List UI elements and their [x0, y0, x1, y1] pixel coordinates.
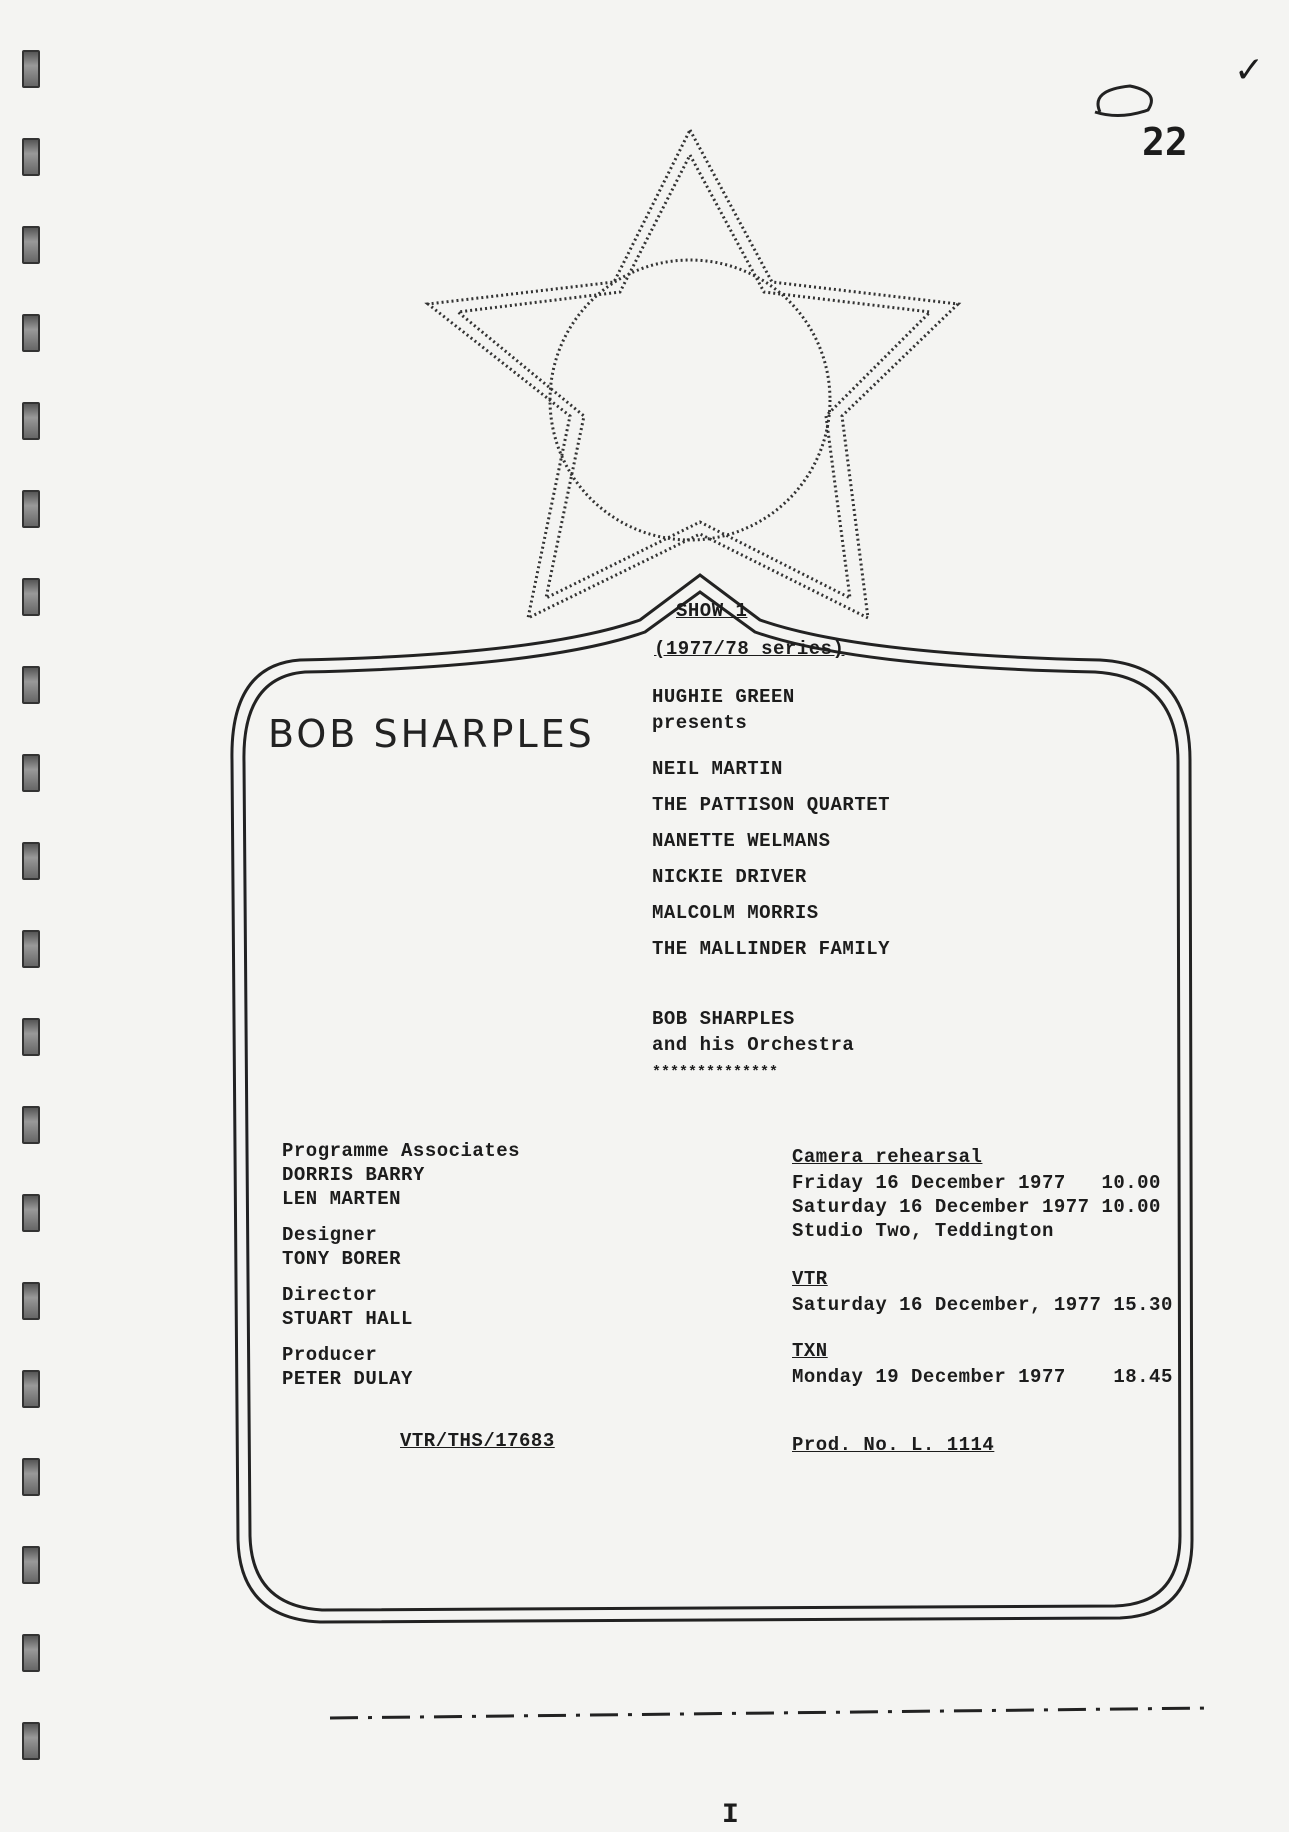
assoc-name-2: LEN MARTEN: [282, 1188, 402, 1210]
designer-label: Designer: [282, 1224, 378, 1246]
performer-3: NANETTE WELMANS: [652, 830, 831, 852]
performer-2: THE PATTISON QUARTET: [652, 794, 891, 816]
performer-5: MALCOLM MORRIS: [652, 902, 819, 924]
rehearsal-date-1: Friday 16 December 1977 10.00: [792, 1172, 1161, 1194]
producer-label: Producer: [282, 1344, 378, 1366]
assoc-name-1: DORRIS BARRY: [282, 1164, 425, 1186]
director-name: STUART HALL: [282, 1308, 413, 1330]
rehearsal-date-2: Saturday 16 December 1977 10.00: [792, 1196, 1161, 1218]
production-number: Prod. No. L. 1114: [792, 1434, 995, 1456]
star-outline: [428, 130, 958, 618]
check-mark: ✓: [1234, 50, 1265, 91]
vtr-date: Saturday 16 December, 1977 15.30: [792, 1294, 1173, 1316]
handwritten-name: BOB SHARPLES: [268, 712, 595, 756]
bottom-dashed-line: [330, 1708, 1210, 1718]
designer-name: TONY BORER: [282, 1248, 402, 1270]
host-name: HUGHIE GREEN: [652, 686, 795, 708]
performer-6: THE MALLINDER FAMILY: [652, 938, 891, 960]
reference-number: VTR/THS/17683: [400, 1430, 555, 1452]
producer-name: PETER DULAY: [282, 1368, 413, 1390]
performer-1: NEIL MARTIN: [652, 758, 783, 780]
star-circle: [550, 260, 830, 540]
footer-mark: I: [722, 1800, 739, 1831]
orchestra-leader: BOB SHARPLES: [652, 1008, 795, 1030]
page-number: 22: [1142, 120, 1188, 164]
star-inner-outline: [458, 155, 930, 598]
rehearsal-label: Camera rehearsal: [792, 1146, 983, 1168]
presents-text: presents: [652, 712, 748, 734]
show-title: SHOW 1: [676, 600, 748, 622]
director-label: Director: [282, 1284, 378, 1306]
tx-date: Monday 19 December 1977 18.45: [792, 1366, 1173, 1388]
series-label: (1977/78 series): [654, 638, 845, 660]
orchestra-line: and his Orchestra: [652, 1034, 855, 1056]
vtr-label: VTR: [792, 1268, 828, 1290]
assoc-label: Programme Associates: [282, 1140, 521, 1162]
performer-4: NICKIE DRIVER: [652, 866, 807, 888]
tx-label: TXN: [792, 1340, 828, 1362]
asterisk-divider: **************: [652, 1064, 779, 1081]
page-number-circle-mark: [1095, 86, 1151, 116]
studio-location: Studio Two, Teddington: [792, 1220, 1054, 1242]
